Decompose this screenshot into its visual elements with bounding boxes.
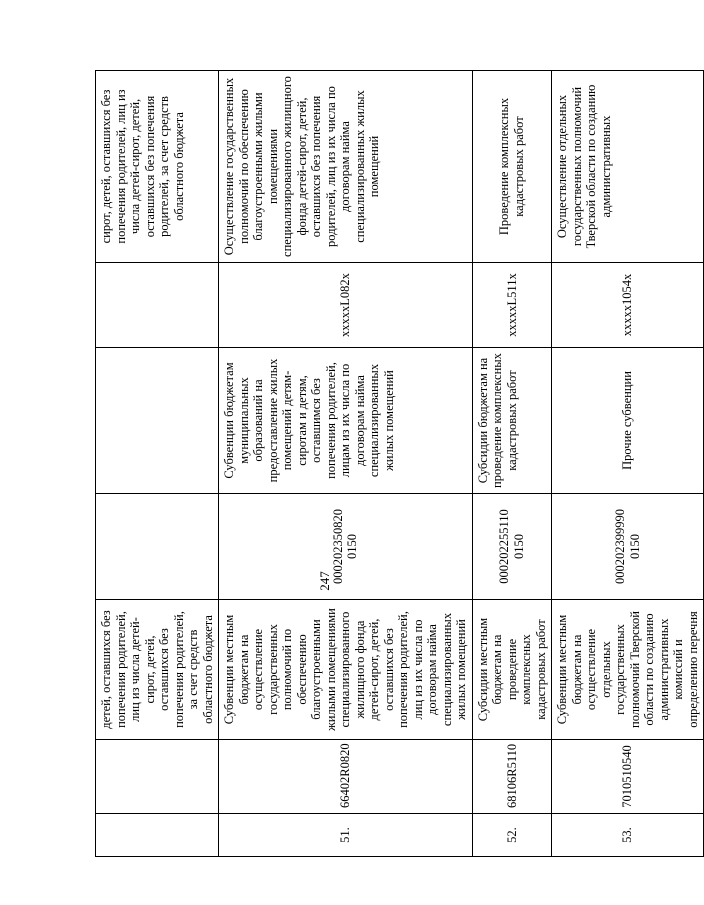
- subsidy-name: Субвенции местным бюджетам на осуществление отдельных государственных полномочий Тверской области по созданию административных комиссий и определению перечня: [552, 600, 704, 740]
- purpose: Осуществление отдельных государственных полномочий Тверской области по созданию административных: [552, 71, 704, 263]
- purpose: Проведение комплексных кадастровых работ: [472, 71, 552, 263]
- local-code: xxxxxL511x: [472, 263, 552, 348]
- table-row: [552, 71, 704, 857]
- purpose: Осуществление государственных полномочий по обеспечению благоустроенными жилыми помещениями специализированного жилищного фонда детей-сирот, детей, оставшихся без попечения родителей, лиц из их числа по договорам найма специализированных жилых помещений: [219, 71, 473, 263]
- budget-code: 7010510540: [552, 740, 704, 814]
- purpose: сирот, детей, оставшихся без попечения родителей, лиц из числа детей-сирот, детей, оставшихся без попечения родителей, за счет средств областного бюджета: [96, 71, 219, 263]
- table-row: [96, 71, 219, 857]
- local-code: xxxxx1054x: [552, 263, 704, 348]
- page-number: 247: [317, 571, 332, 591]
- kbk-code: 000202255110 0150: [472, 494, 552, 600]
- budget-code: 66402R0820: [219, 740, 473, 814]
- kbk-code: 000202399990 0150: [552, 494, 704, 600]
- row-number: 51.: [219, 814, 473, 857]
- local-code: [96, 263, 219, 348]
- budget-code: [96, 740, 219, 814]
- kbk-name: Прочие субвенции: [552, 348, 704, 494]
- subsidy-name: Субвенции местным бюджетам на осуществление государственных полномочий по обеспечению благоустроенными жилыми помещениями специализированного жилищного фонда детей-сирот, детей, оставшихся без попечения родителей, лиц из их числа по договорам найма специализированных жилых помещений: [219, 600, 473, 740]
- local-code: xxxxxL082x: [219, 263, 473, 348]
- kbk-code: [96, 494, 219, 600]
- budget-code: 68106R5110: [472, 740, 552, 814]
- row-number: 52.: [472, 814, 552, 857]
- table-row: [472, 71, 552, 857]
- kbk-name: Субсидии бюджетам на проведение комплексных кадастровых работ: [472, 348, 552, 494]
- row-number: [96, 814, 219, 857]
- subsidy-table: [95, 70, 704, 857]
- table-row: [219, 71, 473, 857]
- row-number: 53.: [552, 814, 704, 857]
- rotated-table-container: [95, 71, 700, 857]
- subsidy-name: Субсидии местным бюджетам на проведение комплексных кадастровых работ: [472, 600, 552, 740]
- kbk-name: Субвенции бюджетам муниципальных образований на предоставление жилых помещений детям-сиротам и детям, оставшимся без попечения родителей, лицам из их числа по договорам найма специализированных жилых помещений: [219, 348, 473, 494]
- kbk-name: [96, 348, 219, 494]
- subsidy-name: детей, оставшихся без попечения родителей, лиц из числа детей-сирот, детей, оставшихся без попечения родителей, за счет средств областного бюджета: [96, 600, 219, 740]
- kbk-code: 000202350820 0150: [219, 494, 473, 600]
